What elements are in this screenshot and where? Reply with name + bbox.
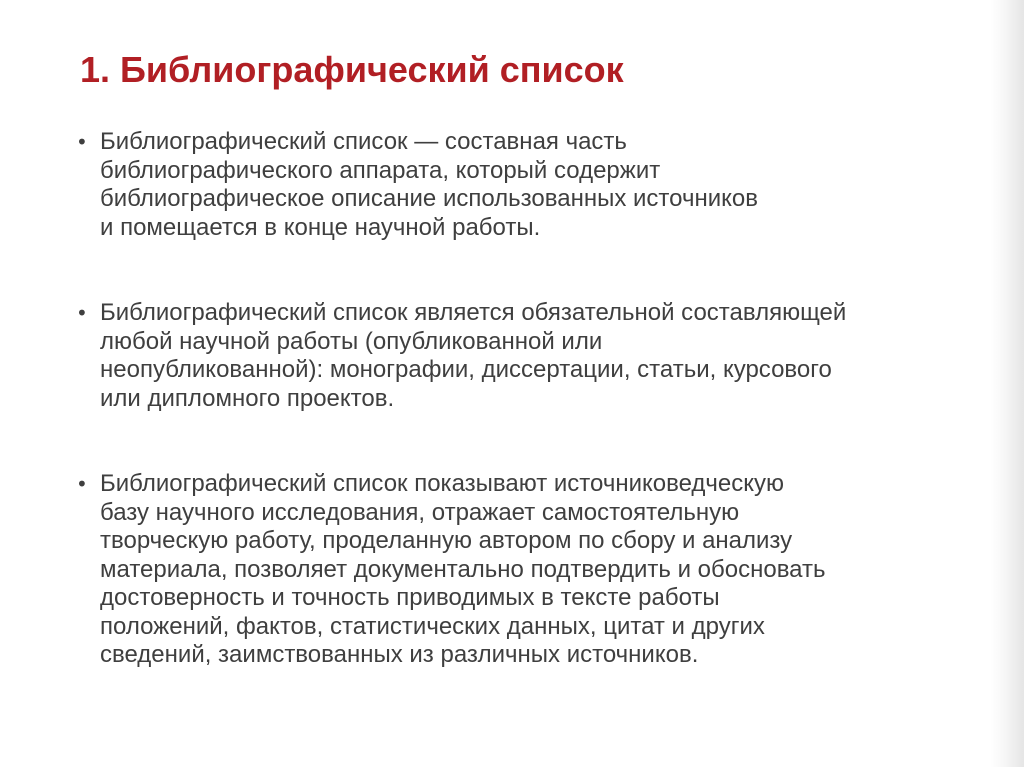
text-line: Библиографический список — составная часть <box>100 128 627 155</box>
text-line: Библиографический список показывают источниковедческую <box>100 470 785 497</box>
text-line: неопубликованной): монографии, диссертации, статьи, курсового <box>100 356 832 383</box>
text-line: положений, фактов, статистических данных, цитат и других <box>100 612 765 640</box>
page-edge-shadow <box>990 0 1024 767</box>
text-line: или дипломного проектов. <box>100 384 395 412</box>
page-title: 1. Библиографический список <box>80 49 624 90</box>
text-line: сведений, заимствованных из различных источников. <box>100 641 699 668</box>
text-line: материала, позволяет документально подтвердить и обосновать <box>100 555 826 583</box>
bullet-text <box>100 299 956 413</box>
bullet-item-purpose <box>76 470 956 670</box>
text-line: творческую работу, проделанную автором по сбору и анализу <box>100 527 793 554</box>
text-line: Библиографический список является обязательной составляющей <box>100 299 847 326</box>
text-line: базу научного исследования, отражает самостоятельную <box>100 498 740 526</box>
bullet-item-definition <box>76 128 956 242</box>
bullet-text <box>100 128 956 242</box>
text-line: любой научной работы (опубликованной или <box>100 327 603 355</box>
bullet-text <box>100 470 956 670</box>
bullet-dot-icon: • <box>76 472 88 496</box>
text-line: и помещается в конце научной работы. <box>100 213 541 241</box>
bullet-list <box>76 128 956 670</box>
text-line: библиографического аппарата, который содержит <box>100 156 661 184</box>
text-line: достоверность и точность приводимых в тексте работы <box>100 584 720 611</box>
bullet-dot-icon: • <box>76 130 88 154</box>
bullet-dot-icon: • <box>76 301 88 325</box>
bullet-item-requirement <box>76 299 956 413</box>
text-line: библиографическое описание использованных источников <box>100 185 758 212</box>
